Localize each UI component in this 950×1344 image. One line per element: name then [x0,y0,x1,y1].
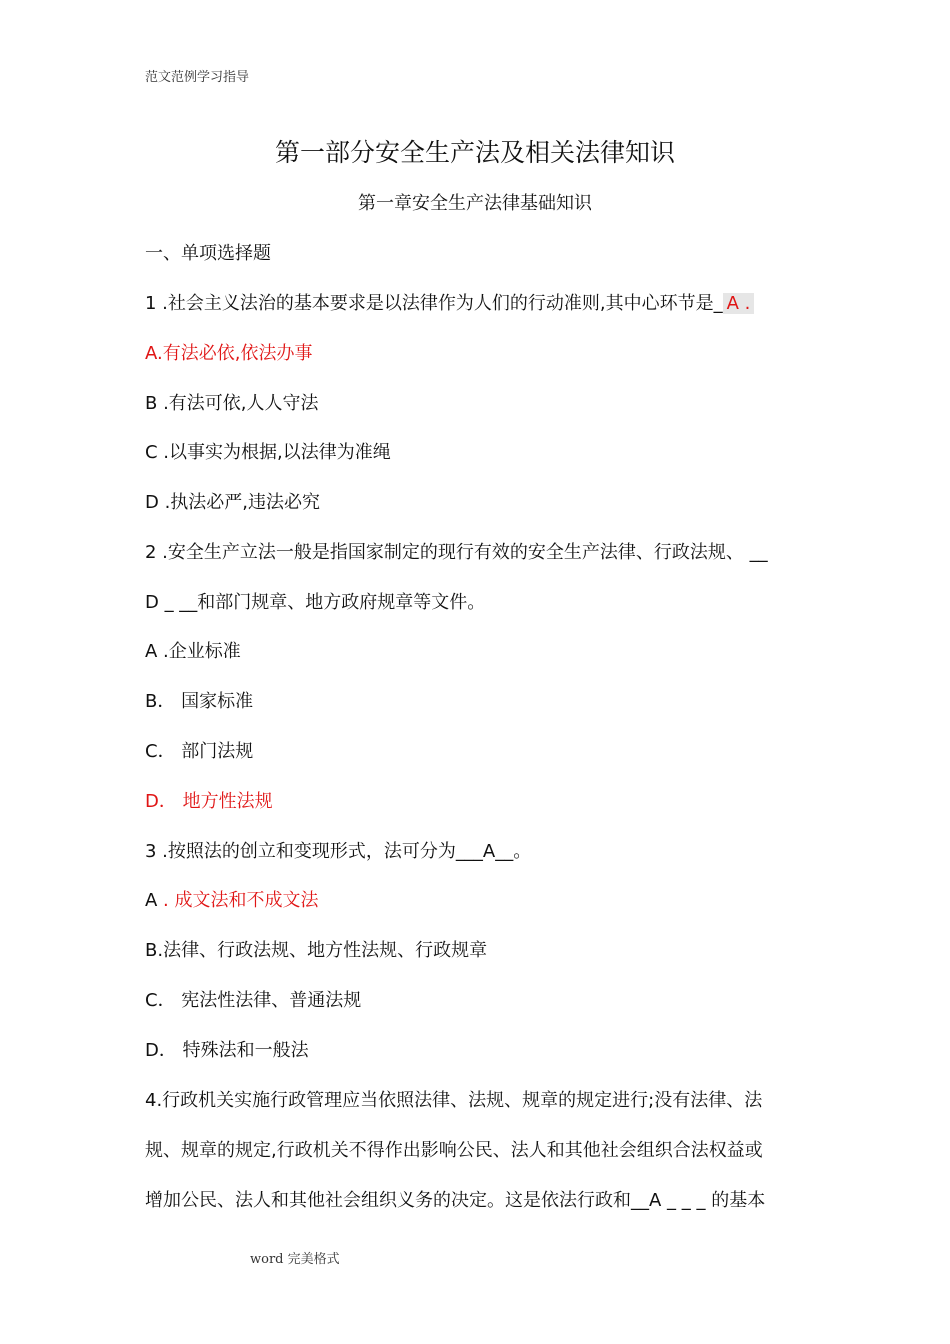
question-3-option-c: C． 宪法性法律、普通法规 [145,990,362,1011]
question-2-option-c: C． 部门法规 [145,741,254,762]
question-3-option-b: B.法律、行政法规、地方性法规、行政规章 [145,940,488,961]
page-header: 范文范例学习指导 [145,70,250,85]
question-3-option-d: D． 特殊法和一般法 [145,1040,309,1061]
question-2-option-b: B． 国家标准 [145,691,254,712]
question-2-option-d: D． 地方性法规 [145,791,273,812]
question-1-stem [145,289,754,315]
question-1-option-b: B .有法可依,人人守法 [145,393,319,414]
question-3-option-a [145,886,319,912]
question-2-stem-line-2: D _ __和部门规章、地方政府规章等文件。 [145,592,486,613]
question-4-line-1: 4.行政机关实施行政管理应当依照法律、法规、规章的规定进行;没有法律、法 [145,1090,763,1111]
section-heading: 一、单项选择题 [145,243,271,264]
question-2-option-a: A .企业标准 [145,641,241,662]
question-3-option-a-text: . 成文法和不成文法 [163,890,319,911]
page-footer: word 完美格式 [250,1252,340,1267]
question-4-line-2: 规、规章的规定,行政机关不得作出影响公民、法人和其他社会组织合法权益或 [145,1140,763,1161]
question-1-text: 1 .社会主义法治的基本要求是以法律作为人们的行动准则,其中心环节是_ [145,293,723,314]
page-title: 第一部分安全生产法及相关法律知识 [274,138,675,167]
question-1-option-c: C .以事实为根据,以法律为准绳 [145,442,391,463]
question-1-answer: A . [723,293,755,314]
question-1-option-a: A.有法必依,依法办事 [145,343,313,364]
question-1-option-d: D .执法必严,违法必究 [145,492,321,513]
question-3-stem: 3 .按照法的创立和变现形式，法可分为___A__。 [145,841,532,862]
question-2-stem-line-1: 2 .安全生产立法一般是指国家制定的现行有效的安全生产法律、行政法规、 __ [145,542,768,563]
question-3-option-a-letter: A [145,890,164,911]
question-4-line-3: 增加公民、法人和其他社会组织义务的决定。这是依法行政和__A _ _ _ 的基本 [145,1190,766,1211]
chapter-title: 第一章安全生产法律基础知识 [358,193,592,214]
